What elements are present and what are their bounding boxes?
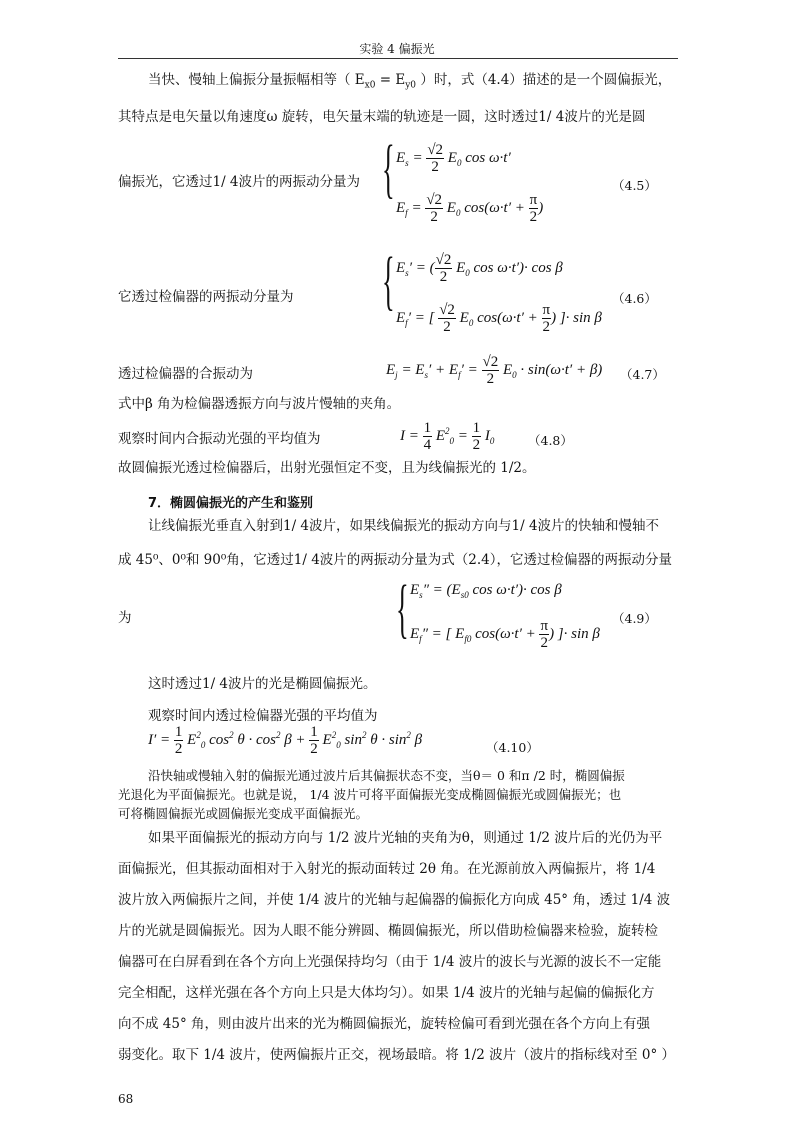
text-line: 其特点是电矢量以角速度ω 旋转，电矢量末端的轨迹是一圆，这时透过1/ 4波片的光是圆: [118, 109, 646, 125]
text-line: 式中β 角为检偏器透振方向与波片慢轴的夹角。: [118, 396, 401, 412]
text-line: 观察时间内透过检偏器光强的平均值为: [148, 708, 378, 724]
brace: {: [382, 132, 395, 205]
text-line: 可将椭圆偏振光或圆偏振光变成平面偏振光。: [118, 806, 369, 821]
text-line: 如果平面偏振光的振动方向与 1/2 波片光轴的夹角为θ，则通过 1/2 波片后的光仍为平: [148, 830, 663, 846]
text-line: 故圆偏振光透过检偏器后，出射光强恒定不变，且为线偏振光的 1/2。: [118, 460, 536, 476]
text-line: 完全相配，这样光强在各个方向上只是大体均匀）。如果 1/4 波片的光轴与起偏的偏振化方: [118, 985, 655, 1001]
text-line: 向不成 45° 角，则由波片出来的光为椭圆偏振光，旋转检偏可看到光强在各个方向上有强: [118, 1016, 651, 1032]
brace: {: [382, 244, 395, 317]
text-line: 偏器可在白屏看到在各个方向上光强保持均匀（由于 1/4 波片的波长与光源的波长不一定能: [118, 954, 662, 970]
text-line: 弱变化。取下 1/4 波片，使两偏振片正交，视场最暗。将 1/2 波片（波片的指标线对至 0° ）: [118, 1047, 676, 1063]
text-line: 偏振光，它透过1/ 4波片的两振动分量为: [118, 174, 361, 190]
equation-4-6-line2: $E_f'$ = [ $\frac{√2}{2}$ $E_0$ cos(ω·t′ + $\frac{\pi}{2}$ ) ]· sin β: [396, 302, 602, 335]
text-line: 成 45⁰、0⁰和 90⁰角，它透过1/ 4波片的两振动分量为式（2.4），它透过检偏器的两振动分量: [118, 552, 672, 568]
text-line: 透过检偏器的合振动为: [118, 366, 253, 382]
text-line: 面偏振光，但其振动面相对于入射光的振动面转过 2θ 角。在光源前放入两偏振片，将 1/4: [118, 861, 656, 877]
equation-4-10: I′ = $\frac{1}{2}$ $E^2_0$ $\cos^2 \theta \cdot \cos^2 \beta$ + $\frac{1}{2}$ $E^2_0$ $\sin^2 \theta \cdot \sin^2 \beta$: [148, 724, 423, 757]
text-line: 光退化为平面偏振光。也就是说， 1/4 波片可将平面偏振光变成椭圆偏振光或圆偏振光；也: [118, 787, 622, 802]
text-line: 沿快轴或慢轴入射的偏振光通过波片后其偏振状态不变，当θ＝ 0 和π /2 时，椭圆偏振: [148, 768, 625, 783]
equation-number: （4.10）: [486, 740, 539, 755]
text-line: 为: [118, 610, 132, 626]
text-line: 让线偏振光垂直入射到1/ 4波片，如果线偏振光的振动方向与1/ 4波片的快轴和慢轴不: [148, 518, 660, 534]
text-line: 观察时间内合振动光强的平均值为: [118, 431, 321, 447]
equation-4-9-line2: $E_f''$ = [ $E_{f0}$ cos(ω·t′ + $\frac{\pi}{2}$ ) ]· sin β: [410, 618, 600, 651]
text-line: 它透过检偏器的两振动分量为: [118, 289, 294, 305]
section-heading: 7．椭圆偏振光的产生和鉴别: [148, 496, 314, 511]
equation-4-9-line1: $E_s'' = (E_{s0}$ cos ω·t′)· cos β: [410, 582, 562, 600]
header-rule: [118, 58, 678, 59]
equation-number: （4.9）: [612, 611, 657, 626]
equation-4-8: I = $\frac{1}{4}$ $E^2_0$ = $\frac{1}{2}$ $I_0$: [400, 420, 495, 453]
text-line: 片的光就是圆偏振光。因为人眼不能分辨圆、椭圆偏振光，所以借助检偏器来检验，旋转检: [118, 923, 658, 939]
equation-number: （4.6）: [612, 291, 657, 306]
text-line: 当快、慢轴上偏振分量振幅相等（ $E_{x0} = E_{y0}$ ）时，式（4.4）描述的是一个圆偏振光，: [148, 72, 672, 91]
equation-number: （4.5）: [612, 178, 657, 193]
equation-4-6-line1: $E_s'$ = ( $\frac{√2}{2}$ $E_0$ cos ω·t′)· cos β: [396, 252, 563, 285]
equation-4-5-line1: $E_s$ = $\frac{√2}{2}$ $E_0$ cos ω·t′: [396, 142, 511, 175]
equation-number: （4.7）: [620, 367, 665, 382]
page-number: 68: [118, 1092, 134, 1106]
text-line: 波片放入两偏振片之间，并使 1/4 波片的光轴与起偏器的偏振化方向成 45° 角，透过 1/4 波: [118, 892, 671, 908]
text-line: 这时透过1/ 4波片的光是椭圆偏振光。: [148, 676, 377, 692]
page-header: 实验 4 偏振光: [359, 42, 435, 56]
equation-4-5-line2: $E_f$ = $\frac{√2}{2}$ $E_0$ cos(ω·t′ + $\frac{\pi}{2}$ ): [396, 192, 544, 225]
brace: {: [396, 572, 409, 645]
equation-4-7: $E_j = E_s' + E_f'$ = $\frac{√2}{2}$ $E_0 \cdot \sin(\omega\cdot t' + \beta)$: [386, 354, 603, 387]
equation-number: （4.8）: [528, 433, 573, 448]
